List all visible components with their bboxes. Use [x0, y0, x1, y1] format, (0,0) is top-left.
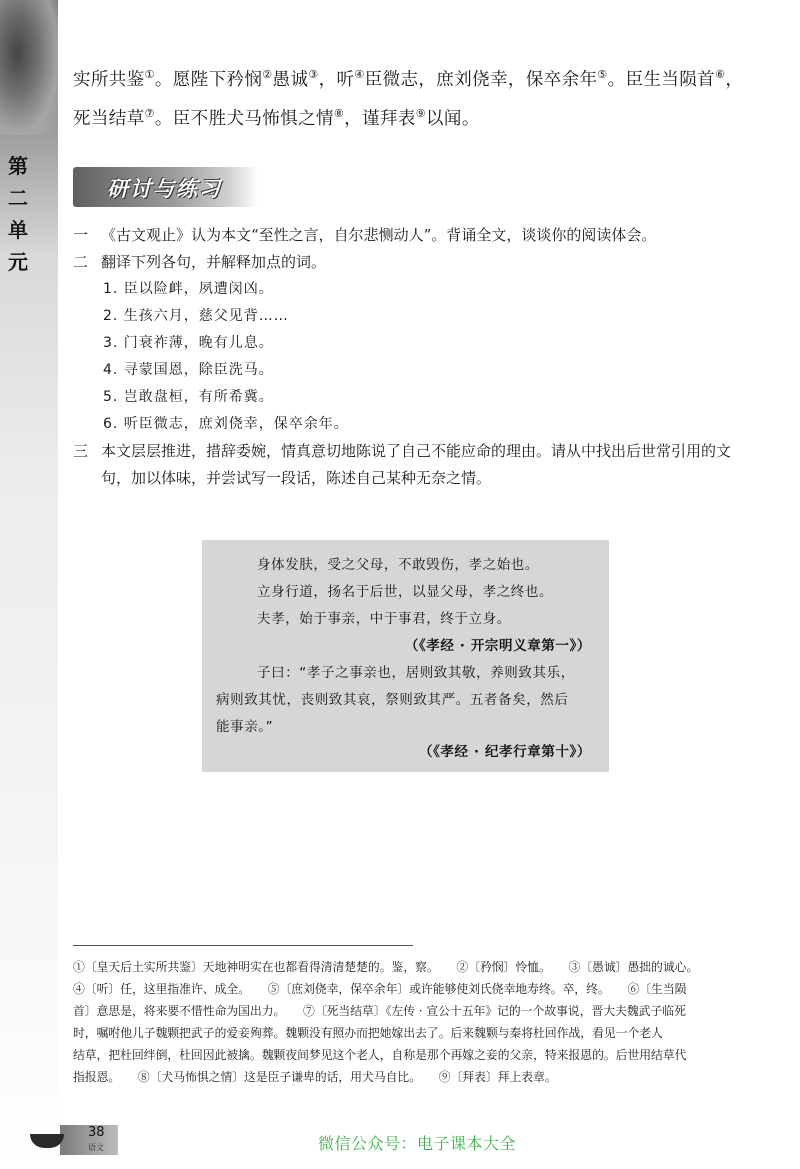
paragraph-text: 愚诚: [272, 69, 309, 90]
quote-box: [202, 540, 609, 772]
paragraph-text: 。愿陛下矜悯: [154, 69, 263, 90]
paragraph-text: 实所共鉴: [73, 69, 145, 90]
paragraph-line-2: [73, 97, 773, 136]
quote-line: 病则致其忧，丧则致其哀，祭则致其严。五者备矣，然后: [216, 692, 569, 708]
exercise-2: [73, 249, 773, 276]
exercise-number: 一: [73, 226, 89, 244]
paragraph-text: 死当结草: [73, 108, 145, 129]
exercise-1: [73, 222, 773, 249]
exercise-2-item: 4. 寻蒙国恩，除臣洗马。: [103, 362, 274, 378]
quote-line: 夫孝，始于事亲，中于事君，终于立身。: [257, 611, 511, 627]
paragraph-line-1: [73, 58, 773, 97]
paragraph-text: ，: [725, 69, 744, 90]
exercises: [73, 222, 773, 492]
exercise-text: 《古文观止》认为本文“至性之言，自尔悲恻动人”。背诵全文，谈谈你的阅读体会。: [101, 226, 657, 244]
footnote-line: 时，嘱咐他儿子魏颗把武子的爱妾殉葬。魏颗没有照办而把她嫁出去了。后来魏颗与秦将杜回作战，看见一个老人: [73, 1026, 663, 1040]
paragraph-text: 以闻。: [426, 108, 480, 129]
section-banner-title: 研讨与练习: [107, 177, 222, 201]
paragraph-text: 臣微志，庶刘侥幸，保卒余年: [364, 69, 598, 90]
footnotes: [73, 956, 778, 1088]
footnote-line: ④〔听〕任，这里指准许、成全。 ⑤〔庶刘侥幸，保卒余年〕或许能够使刘氏侥幸地寿终。卒，终。 ⑥〔生当陨: [73, 982, 687, 996]
exercise-3-continued: [73, 465, 773, 492]
quote-source: （《孝经 · 纪孝行章第十》）: [418, 744, 591, 760]
unit-label: 第 二 单 元: [8, 154, 28, 274]
footnote-marker: ①: [144, 68, 155, 81]
footnote-marker: ⑧: [333, 106, 345, 120]
exercise-3: [73, 438, 773, 465]
exercise-number: 二: [73, 253, 89, 271]
exercise-text: 句，加以体味，并尝试写一段话，陈述自己某种无奈之情。: [101, 469, 492, 487]
quote-line: 立身行道，扬名于后世，以显父母，孝之终也。: [257, 584, 554, 600]
watermark-text: 微信公众号：电子课本大全: [318, 1134, 517, 1153]
section-banner: [73, 167, 258, 207]
footnote-line: ①〔皇天后土实所共鉴〕天地神明实在也都看得清清楚楚的。鉴，察。 ②〔矜悯〕怜恤。 ③〔愚诚〕愚拙的诚心。: [73, 960, 699, 974]
exercise-number: 三: [73, 442, 89, 460]
footnote-marker: ④: [354, 68, 365, 81]
footnote-line: 结草，把杜回绊倒，杜回因此被擒。魏颗夜间梦见这个老人，自称是那个再嫁之妾的父亲，特来报恩的。后世用结草代: [73, 1048, 687, 1062]
footnote-line: 指报恩。 ⑧〔犬马怖惧之情〕这是臣子谦卑的话，用犬马自比。 ⑨〔拜表〕拜上表章。: [73, 1070, 557, 1084]
footnote-marker: ⑨: [415, 106, 427, 120]
quote-line: 子曰：“孝子之事亲也，居则致其敬，养则致其乐，: [257, 665, 575, 681]
footnote-marker: ⑥: [715, 68, 726, 81]
quote-source: （《孝经 · 开宗明义章第一》）: [404, 638, 591, 654]
footnote-marker: ③: [308, 68, 319, 81]
paragraph-text: 。臣不胜犬马怖惧之情: [154, 108, 334, 129]
page-number: 38: [88, 1125, 105, 1140]
paragraph-text: ，听: [318, 69, 355, 90]
footnote-marker: ⑦: [144, 106, 155, 120]
page-tag: 语文: [88, 1143, 104, 1152]
exercise-text: 本文层层推进，措辞委婉，情真意切地陈说了自己不能应命的理由。请从中找出后世常引用的文: [101, 442, 732, 460]
exercise-2-item: 3. 门衰祚薄，晚有儿息。: [103, 335, 274, 351]
footnote-marker: ②: [262, 68, 273, 81]
spine-illustration: [0, 0, 58, 135]
main-paragraph: [73, 58, 773, 136]
quote-line: 身体发肤，受之父母，不敢毁伤，孝之始也。: [257, 557, 539, 573]
footnote-marker: ⑤: [597, 68, 608, 81]
exercise-2-item: 5. 岂敢盘桓，有所希冀。: [103, 389, 274, 405]
exercise-2-item: 6. 听臣微志，庶刘侥幸，保卒余年。: [103, 416, 349, 432]
exercise-text: 翻译下列各句，并解释加点的词。: [101, 253, 327, 271]
footnote-divider: [73, 945, 413, 946]
quote-line: 能事亲。”: [216, 719, 274, 735]
exercise-2-item: 1. 臣以险衅，夙遭闵凶。: [103, 281, 274, 297]
exercise-2-item: 2. 生孩六月，慈父见背……: [103, 308, 289, 324]
paragraph-text: 。臣生当陨首: [607, 69, 716, 90]
paragraph-text: ，谨拜表: [344, 108, 416, 129]
footnote-line: 首〕意思是，将来要不惜性命为国出力。 ⑦〔死当结草〕《左传 · 宣公十五年》记的一个故事说，晋大夫魏武子临死: [73, 1004, 686, 1018]
